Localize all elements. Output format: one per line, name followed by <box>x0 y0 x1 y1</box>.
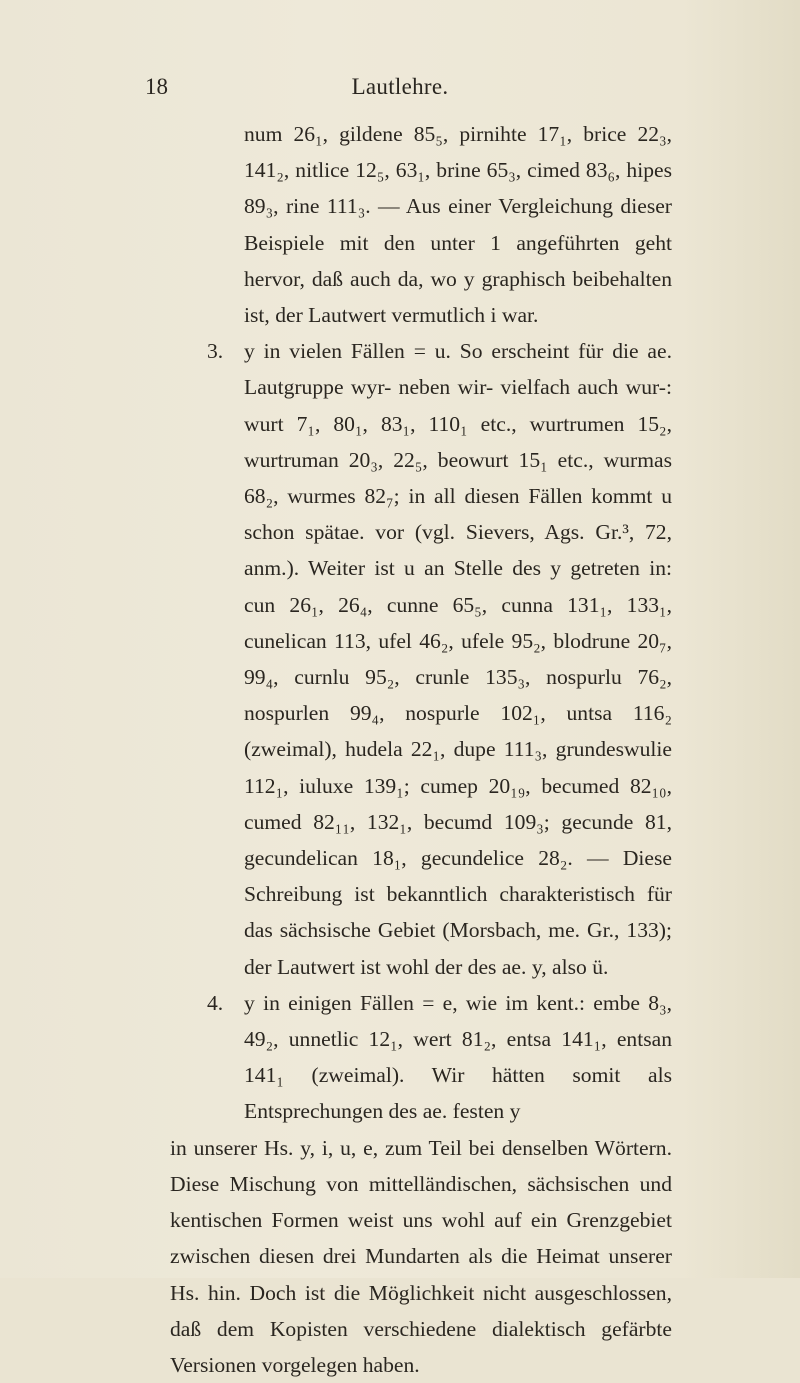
list-marker-3: 3. <box>207 339 224 364</box>
paragraph-4-text: y in einigen Fällen = e, wie im kent.: embe 8₃, 49₂, unnetlic 12₁, wert 81₂, entsa 141₁, entsan 141₁ (zweimal). Wir hätten somit als Entsprechungen des ae. festen y <box>244 990 672 1124</box>
page-number: 18 <box>145 74 168 99</box>
paragraph-2-continuation: num 26₁, gildene 85₅, pirnihte 17₁, brice 22₃, 141₂, nitlice 12₅, 63₁, brine 65₃, cimed 83₆, hipes 89₃, rine 111₃. — Aus einer Vergleichung dieser Beispiele mit den unter 1 angeführten geht hervor, daß auch da, wo y graphisch beibehalten ist, der Lautwert vermutlich i war. <box>244 122 672 328</box>
body-text <box>170 116 672 1383</box>
paragraph-5: in unserer Hs. y, i, u, e, zum Teil bei denselben Wörtern. Diese Mischung von mittelländischen, sächsischen und kentischen Formen weist uns wohl auf ein Grenzgebiet zwischen diesen drei Mundarten als die Heimat unserer Hs. hin. Doch ist die Möglichkeit nicht ausgeschlossen, daß dem Kopisten verschiedene dialektisch gefärbte Versionen vorgelegen haben. <box>170 1135 672 1377</box>
running-head <box>0 74 800 104</box>
page-header-title: Lautlehre. <box>351 74 449 99</box>
paragraph-3 <box>207 333 672 985</box>
paragraph-4 <box>207 985 672 1130</box>
paragraph-3-text: y in vielen Fällen = u. So erscheint für die ae. Lautgruppe wyr- neben wir- vielfach auch wur-: wurt 7₁, 80₁, 83₁, 110₁ etc., wurtrumen 15₂, wurtruman 20₃, 22₅, beowurt 15₁ etc., wurmas 68₂, wurmes 82₇; in all diesen Fällen kommt u schon spätae. vor (vgl. Sievers, Ags. Gr.³, 72, anm.). Weiter ist u an Stelle des y getreten in: cun 26₁, 26₄, cunne 65₅, cunna 131₁, 133₁, cunelican 113, ufel 46₂, ufele 95₂, blodrune 20₇, 99₄, curnlu 95₂, crunle 135₃, nospurlu 76₂, nospurlen 99₄, nospurle 102₁, untsa 116₂ (zweimal), hudela 22₁, dupe 111₃, grundeswulie 112₁, iuluxe 139₁; cumep 20₁₉, becumed 82₁₀, cumed 82₁₁, 132₁, becumd 109₃; gecunde 81, gecundelican 18₁, gecundelice 28₂. — Diese Schreibung ist bekanntlich charakteristisch für das sächsische Gebiet (Morsbach, me. Gr., 133); der Lautwert ist wohl der des ae. y, also ü. <box>244 339 672 979</box>
list-marker-4: 4. <box>207 990 224 1015</box>
